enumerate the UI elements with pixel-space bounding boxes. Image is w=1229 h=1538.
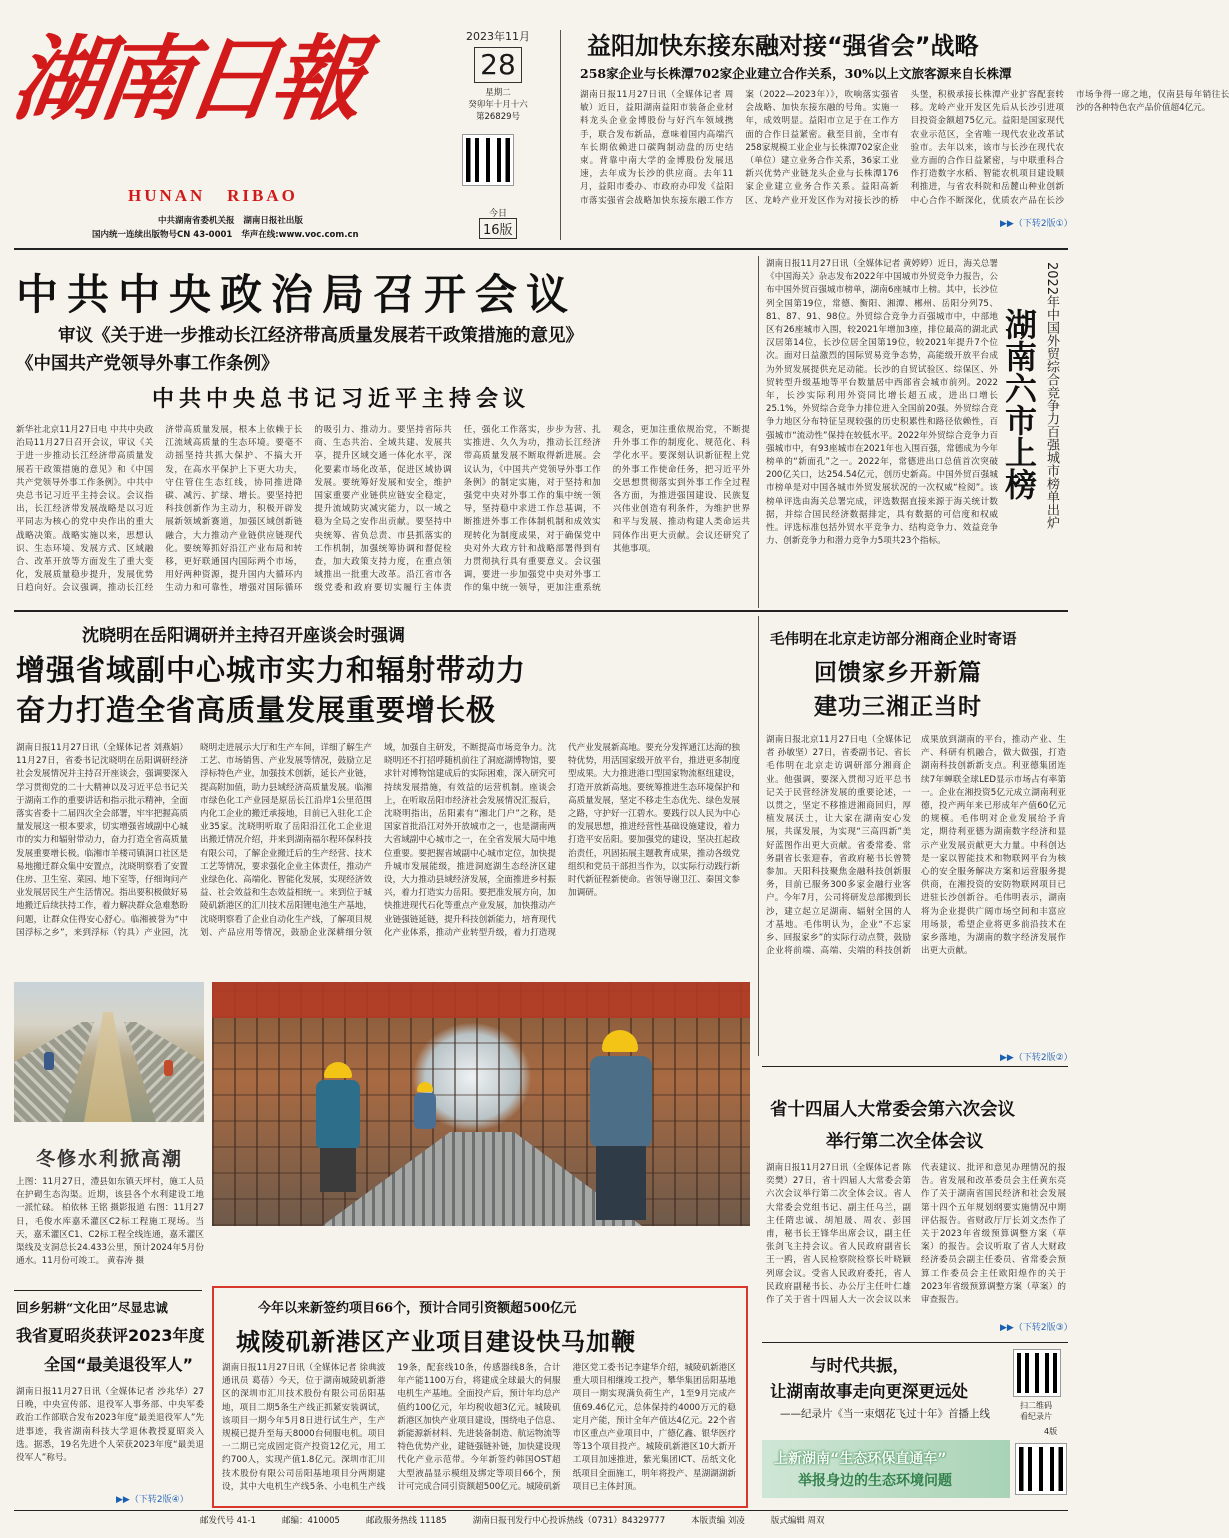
mao-headline1: 回馈家乡开新篇	[814, 660, 982, 686]
mao-headline2: 建功三湘正当时	[814, 694, 982, 720]
chenglingji-kicker: 今年以来新签约项目66个，预计合同引资额超500亿元	[258, 1301, 577, 1316]
mao-text: 湖南日报北京11月27日电（全媒体记者 孙敏坚）27日，省委副书记、省长毛伟明在北京走访调研部分湘商企业。他强调，要深入贯彻习近平总书记关于民营经济发展的重要论述，一以贯之，坚定不移推进湘商回归，厚植发展沃土，让大家在湖南安心发展，共谋发展，为实现“三高四新”美好蓝图作出更大贡献。省委常委、常务副省长张迎春，省政府秘书长曾赞参加。天阳科技聚焦金融科技创新服务，目前已服务300多家金融行业客户。今年7月，公司将研发总部搬到长沙，建立起立足湖南、辐射全国的人才基地。毛伟明认为，企业“不忘家乡、回报家乡”的实际行动点赞，鼓励企业将前端、高端、尖端的科技创新成果放到湖南的平台，推动产业、生产、科研有机融合，做大做强，打造湖南科技创新新支点。利亚德集团连续7年蝉联全球LED显示市场占有率第一。企业在湘投资5亿元成立湖南利亚德，投产两年来已形成年产值60亿元的规模。毛伟明对企业发展给予肯定，期待利亚德为湖南数字经济和显示产业发展贡献更大力量。中科创达是一家以智能技术和物联网平台为核心的安全服务解决方案和运营服务提供商，在湘投资的安防物联网项目已进驻长沙创新谷。毛伟明表示，湖南将为企业提供广阔市场空间和丰富应用场景，希望企业将更多前沿技术在家乡落地，为湖南的数字经济发展作出更大贡献。	[766, 735, 1066, 957]
politburo-sub2: 《中国共产党领导外事工作条例》	[16, 354, 279, 374]
npc-headline1: 省十四届人大常委会第六次会议	[770, 1100, 1015, 1120]
top-story-subhead: 258家企业与长株潭702家企业建立合作关系，30%以上文旅客源来自长株潭	[580, 66, 1012, 81]
veteran-continued-link[interactable]: ▶▶（下转2版④）	[116, 1495, 189, 1505]
footer-zip: 邮编：410005	[282, 1516, 340, 1526]
worker-body	[316, 1080, 360, 1150]
masthead-pinyin: HUNAN RIBAO	[128, 186, 298, 205]
hard-hat	[417, 1082, 433, 1092]
masthead-logo	[6, 4, 369, 154]
worker-figure	[44, 1052, 54, 1070]
foreign-trade-text: 湖南日报11月27日讯（全媒体记者 黄婷婷）近日，海关总署《中国海关》杂志发布2022年中国城市外贸竞争力报告，公布中国外贸百强城市榜单，湖南6座城市上榜。其中，长沙位列全国第19位，常德、衡阳、湘潭、郴州、岳阳分列75、81、87、91、98位。外贸综合竞争力百强城市中，中部地区有26座城市入围，较2021年增加3座，排位最高的湖北武汉居第14位，长沙位居全国第19位，较2021年提升7个位次。面对日益激烈的国际贸易竞争态势，高能级开放平台成为外贸发展提供充足动能。长沙的自贸试验区、综保区、外贸转型升级基地等平台数量居中西部省会城市前列。2022年，长沙实际利用外资同比增长超五成，进出口增长25.1%，外贸综合竞争力排位进入全国前20强。外贸综合竞争力地区分布特征呈现较强的历史积累性和路径依赖性，百强城市“流动性”保持在较低水平。2022年外贸综合竞争力百强城市中，有93座城市在2021年也入围百强，常德成为今年榜单的“新面孔”之一。2022年，常德进出口总值首次突破200亿关口，达254.54亿元，创历史新高。中国外贸百强城市榜单是对中国各城市外贸发展状况的一次权威“检阅”。该榜单评选由海关总署完成，评选数据直接来源于海关统计数据，并综合国民经济数据排定，具有数据的可信度和权威性。评选标准包括外贸水平竞争力、结构竞争力、效益竞争力、创新竞争力和潜力竞争力5项共23个指标。	[766, 259, 998, 547]
mao-continued-link[interactable]: ▶▶（下转2版②）	[1000, 1053, 1073, 1063]
npc-continued-link[interactable]: ▶▶（下转2版③）	[1000, 1323, 1073, 1333]
doc-page-ref: 4版	[1044, 1427, 1058, 1436]
npc-text: 湖南日报11月27日讯（全媒体记者 陈奕樊）27日，省十四届人大常委会第六次会议举行第二次全体会议。省人大常委会党组书记、副主任乌兰，副主任隋忠诚、胡旭晟、周农、彭国甫，秘书长王锋华出席会议，副主任张剑飞主持会议。省人民政府副省长王一鸥，省人民检察院检察长叶晓颖列席会议。受省人民政府委托，省人民政府副秘书长、办公厅主任叶仁雄作了关于省十四届人大一次会议以来代表建议、批评和意见办理情况的报告。省发展和改革委员会主任黄东亮作了关于湖南省国民经济和社会发展第十四个五年规划纲要实施情况中期评估报告。省财政厅厅长刘文杰作了关于2023年省级预算调整方案（草案）的报告。会议听取了省人大财政经济委员会副主任委员、省常委会预算工作委员会主任欧阳煌作的关于2023年省级预算调整方案（草案）的审查报告。	[766, 1163, 1066, 1306]
foreign-trade-kicker-text: 2022年中国外贸综合竞争力百强城市榜单出炉	[1044, 262, 1059, 530]
politburo-headline: 中共中央政治局召开会议	[16, 270, 578, 319]
date-year-month: 2023年11月	[466, 30, 530, 43]
doc-sub: ——纪录片《当一束烟花飞过十年》首播上线	[780, 1408, 990, 1420]
worker-center	[408, 1082, 442, 1152]
masthead-sponsor: 中共湖南省委机关报 湖南日报社出版	[158, 216, 303, 226]
mao-kicker: 毛伟明在北京走访部分湘商企业时寄语	[770, 631, 1017, 648]
worker-legs	[320, 1148, 356, 1192]
worker-legs	[596, 1146, 646, 1220]
chenglingji-text: 湖南日报11月27日讯（全媒体记者 徐典波 通讯员 葛蓓）今天，位于湖南城陵矶新港区的深圳市汇川技术股份有限公司岳阳基地，项目二期5条生产线正抓紧安装调试，该项目一期今年5月8日进行试生产，生产规模已提升至每天8000台伺服电机。项目一二期已完成固定资产投资12亿元，用工约700人，实现产值1.8亿元。深圳市汇川技术股份有限公司岳阳基地项目分两期建设，其中大电机生产线5条、小电机生产线19条，配套线10条，传感器线8条，合计年产能1100万台，将建成全球最大的伺服电机生产基地。全面投产后，预计年均总产值约100亿元，年均税收超3亿元。城陵矶新港区加快产业项目建设，围绕电子信息、新能源新材料、先进装备制造、航运物流等特色优势产业，建链强链补链，加快建设现代化产业示范带。今年新签约韩国OST超大型液晶显示模组及绑定等项目66个，预计可完成合同引资额超500亿元。城陵矶新港区党工委书记李建华介绍，城陵矶新港区重大项目相继竣工投产，攀华集团岳阳基地项目一期实现满负荷生产，1至9月完成产值69.46亿元，总体保持约4000万元的稳定月产能，预计全年产值达4亿元。22个省市区重点产业项目中，广德亿鑫、银华医疗等13个项目投产。城陵矶新港区10大新开工项目加速推进，紫光集团ICT、岳纸文化纸项目全面施工，明年将投产、星湖湖湖新项目已主体封顶。	[222, 1363, 736, 1492]
masthead-qr-code[interactable]	[463, 135, 513, 185]
chenglingji-headline: 城陵矶新港区产业项目建设快马加鞭	[236, 1328, 636, 1356]
foreign-trade-headline	[1000, 308, 1038, 500]
foreign-trade-headline-text: 湖南六市上榜	[1000, 308, 1038, 500]
yueyang-headline1: 增强省域副中心城市实力和辐射带动力	[16, 653, 527, 687]
doc-qr-label: 扫二维码 看纪录片	[1020, 1401, 1052, 1421]
page-count: 16版	[479, 218, 517, 239]
eco-banner-line2: 举报身边的生态环境问题	[798, 1473, 952, 1489]
top-story-continued-link[interactable]: ▶▶（下转2版①）	[1000, 219, 1073, 229]
footer-editor: 本版责编 刘凌	[691, 1516, 745, 1526]
footer-postal-code: 邮发代号 41-1	[200, 1516, 256, 1526]
weekday: 星期二	[485, 88, 511, 98]
top-story-text: 湖南日报11月27日讯（全媒体记者 周敏）近日，益阳湖南益阳市装备企业材料龙头企业金博股份与好汽车领域携手，联合发布新品，意味着国内高端汽车长期依赖进口碳陶制动盘的历史结束。背靠中南大学的金博股份发展迅速，去年成为长沙的供应商。去年11月，益阳市委办、市政府办印发《益阳市落实强省会战略加快东接东融工作方案（2022—2023年）》，吹响落实强省会战略、加快东接东融的号角。实施一年，成效明显。益阳市立足于在工作方面的合作日益紧密。截至目前，全市有258家规模工业企业与长株潭702家企业（单位）建立业务合作关系，36家工业新兴优势产业链龙头企业与长株潭176家企业建立业务合作关系。益阳高新区、龙岭产业开发区作为对接长沙的桥头堡，积极承接长株潭产业扩容配套转移。龙岭产业开发区先后从长沙引进项目投资金额超75亿元。益阳是国家现代农业示范区，全省唯一现代农业改革试验市。去年以来，该市与长沙在现代农业方面的合作日益紧密，与中联重科合作打造数字水稻、智能农机项目建设顺利推进，与省农科院和岳麓山种业创新中心合作不断深化，优质农产品在长沙市场争得一席之地，仅南县每年销往长沙的各种特色农产品价值超4亿元。	[580, 90, 1229, 206]
eco-banner-line1: 上新湖南“生态环保直通车”	[774, 1451, 947, 1467]
yueyang-text: 湖南日报11月27日讯（全媒体记者 刘燕娟）11月27日，省委书记沈晓明在岳阳调研经济社会发展情况并主持召开座谈会，强调要深入学习贯彻党的二十大精神以及习近平总书记关于湖南工作的重要讲话和指示批示精神，全面落实省委十二届四次全会部署，牢牢把握高质量发展这一根本要求，切实增强省域副中心城市的实力和辐射带动力，奋力打造全省高质量发展重要增长极。临湘市羊楼司镇洞口社区是易地搬迁群众集中安置点，沈晓明察看了安置住房、卫生室、菜园、地下室等，仔细询问产业发展居民生产生活情况。指出要积极做好易地搬迁后续扶持工作，着力解决群众急难愁盼问题，让群众住得安心舒心。临湘被誉为“中国浮标之乡”，来到浮标（钓具）产业园，沈晓明走进展示大厅和生产车间，详细了解生产工艺、市场销售、产业发展等情况，鼓励立足浮标特色产业，加强技术创新，延长产业链，提高附加值，助力县域经济高质量发展。临湘市绿色化工产业园是原岳长江沿岸1公里范围内化工企业的搬迁承接地，目前已入驻化工企业35家。沈晓明听取了岳阳沿江化工企业退出搬迁情况介绍，并来到湖南福尔程环保科技有限公司，了解企业搬迁后的生产经营、技术工艺等情况，要求强化企业主体责任，推动产业绿色化、高端化、智能化发展，实现经济效益、社会效益和生态效益相统一。来到位于城陵矶新港区的汇川技术岳阳锂电池生产基地，沈晓明察看了企业自动化生产线，了解项目规划、产品应用等情况，鼓励企业深耕细分领域，加强自主研发，不断提高市场竞争力。沈晓明还不打招呼随机前往了洞庭湖博物馆，要求针对博物馆建成后的实际困难，深入研究可持续发展措施，有效益的运营机制。座谈会上，在听取岳阳市经济社会发展情况汇报后，沈晓明指出，岳阳素有“湘北门户”之称，是国家首批沿江对外开放城市之一，也是湖南两大省域副中心城市之一，在全省发展大局中地位重要。要把握省域副中心城市定位，加快提升城市发展能级，推进洞庭湖生态经济区建设，大力推动县域经济发展，全面推进乡村振兴，着力打造实力岳阳。要把准发展方向，加快推进现代石化等重点产业发展，加快推动产业链强链延链，提升科技创新能力，培育现代化产业体系，推动产业转型升级，着力打造现代产业发展新高地。要充分发挥通江达海的独特优势，用活国家级开放平台，推进更多制度型成果。大力推进港口型国家物流枢纽建设，打造开放新高地。要统筹推进生态环境保护和高质量发展，坚定不移走生态优先、绿色发展之路，守护好一江碧水。要践行以人民为中心的发展思想，推进经营性基础设施建设，着力打造平安岳阳。要加强党的建设，坚决扛起政治责任，巩固拓展主题教育成果，推动各级党组织和党员干部担当作为，以实际行动践行新时代新征程新使命。省领导谢卫江、秦国文参加调研。	[16, 743, 740, 938]
politburo-sub3: 中共中央总书记习近平主持会议	[152, 387, 531, 412]
politburo-sub1: 审议《关于进一步推动长江经济带高质量发展若干政策措施的意见》	[58, 326, 583, 346]
yueyang-headline2: 奋力打造全省高质量发展重要增长极	[16, 693, 497, 727]
eco-qr-code[interactable]	[1016, 1444, 1066, 1494]
documentary-qr-code[interactable]	[1014, 1350, 1060, 1396]
foreign-trade-kicker	[1040, 262, 1060, 602]
water-caption-title: 冬修水利掀高潮	[36, 1148, 184, 1170]
politburo-text: 新华社北京11月27日电 中共中央政治局11月27日召开会议，审议《关于进一步推动长江经济带高质量发展若干政策措施的意见》和《中国共产党领导外事工作条例》。中共中央总书记习近平主持会议。会议指出，长江经济带发展战略是以习近平同志为核心的党中央作出的重大战略决策。战略实施以来，思想认识、生态环境、发展方式、区域融合、改革开放等方面发生了重大变化，发展质量稳步提升，发展优势日趋向好。会议强调，推动长江经济带高质量发展，根本上依赖于长江流域高质量的生态环境。要毫不动摇坚持共抓大保护、不搞大开发，在高水平保护上下更大功夫，守住管住生态红线，协同推进降碳、减污、扩绿、增长。要坚持把科技创新作为主动力，积极开辟发展新领域新赛道，加强区域创新链融合，大力推动产业链供应链现代化。要统筹抓好沿江产业布局和转移，更好联通国内国际两个市场，用好两种资源，提升国内大循环内生动力和可靠性，增强对国际循环的吸引力、推动力。要坚持省际共商、生态共治、全域共建、发展共享，提升区域交通一体化水平，深化要素市场化改革，促进区域协调发展。要统筹好发展和安全，维护国家重要产业链供应链安全稳定，提升流域防灾减灾能力，以一域之稳为全局之安作出贡献。要坚持中央统筹、省负总责、市县抓落实的工作机制，加强统筹协调和督促检查，加大政策支持力度，在重点领域推出一批重大改革。沿江省市各级党委和政府要切实履行主体责任，强化工作落实，步步为营、扎实推进、久久为功，推动长江经济带高质量发展不断取得新进展。会议认为，《中国共产党领导外事工作条例》的制定实施，对于坚持和加强党中央对外事工作的集中统一领导，坚持稳中求进工作总基调，不断推进外事工作体制机制和成效实现转化为制度成果，对于确保党中央对外大政方针和战略部署得到有力贯彻执行具有重要意义。会议强调，要进一步加强党中央对外事工作的集中统一领导，更加注重系统观念，更加注重依规治党，不断提升外事工作的制度化、规范化、科学化水平。要深刻认识新征程上党的外事工作使命任务，把习近平外交思想贯彻落实到外事工作全过程各方面，为推进强国建设、民族复兴伟业创造有利条件，为维护世界和平与发展、推动构建人类命运共同体作出更大贡献。会议还研究了其他事项。	[16, 425, 750, 594]
canal-left-bank	[14, 1022, 94, 1122]
footer-layout-editor: 版式编辑 周双	[770, 1516, 825, 1526]
hard-hat	[602, 1030, 638, 1052]
worker-body	[414, 1093, 436, 1129]
top-story-headline: 益阳加快东接东融对接“强省会”战略	[587, 32, 979, 60]
doc-headline2: 让湖南故事走向更深更远处	[770, 1382, 968, 1401]
eco-banner[interactable]	[762, 1440, 1010, 1498]
veteran-headline2: 全国“最美退役军人”	[44, 1355, 194, 1374]
yueyang-kicker: 沈晓明在岳阳调研并主持召开座谈会时强调	[82, 626, 405, 646]
tunnel-photo	[212, 982, 750, 1226]
masthead-title: 湖南日報	[6, 25, 366, 133]
worker-right	[572, 1030, 672, 1220]
footer	[200, 1514, 1060, 1532]
hard-hat	[324, 1062, 352, 1078]
water-caption: 上图：11月27日，澧县如东镇天坪村，施工人员在护砌生态沟渠。近期，该县各个水利建设工地一派忙碌。 柏依林 王铭 摄影报道 右图：11月27日，毛俊水库嘉禾灌区C2标工程施工现场。当天，嘉禾灌区C1、C2标工程全线连通，嘉禾灌区渠线及支洞总长24.433公里，预计2024年5月份通水。11月份可竣工。 黄春涛 摄	[16, 1177, 204, 1267]
npc-headline2: 举行第二次全体会议	[826, 1132, 984, 1152]
lunar-date: 癸卯年十月十六	[468, 100, 528, 110]
worker-left	[302, 1062, 372, 1192]
date-box	[443, 28, 553, 240]
today-label: 今日	[488, 209, 507, 219]
date-day: 28	[474, 47, 522, 83]
footer-service-hotline: 邮政服务热线 11185	[365, 1516, 447, 1526]
veteran-headline1: 我省夏昭炎获评2023年度	[16, 1326, 205, 1345]
issue-number: 第26829号	[475, 112, 521, 122]
doc-headline1: 与时代共振，	[810, 1356, 909, 1375]
veteran-kicker: 回乡躬耕“文化田”尽显忠诚	[16, 1300, 168, 1315]
masthead-cn-number: 国内统一连续出版物号CN 43-0001 华声在线:www.voc.com.cn	[92, 230, 359, 240]
worker-body	[590, 1056, 652, 1148]
canal-photo	[14, 982, 204, 1122]
footer-complaint-hotline: 湖南日报刊发行中心投诉热线（0731）84329777	[472, 1516, 666, 1526]
red-formwork	[212, 982, 750, 1018]
veteran-text: 湖南日报11月27日讯（全媒体记者 沙兆华）27日晚，中央宣传部、退役军人事务部、中央军委政治工作部联合发布2023年度“最美退役军人”先进事迹，我省湖南科技大学退休教授夏昭炎入选。据悉，19名先进个人荣获2023年度“最美退役军人”称号。	[16, 1387, 204, 1464]
worker-figure	[164, 1060, 173, 1076]
